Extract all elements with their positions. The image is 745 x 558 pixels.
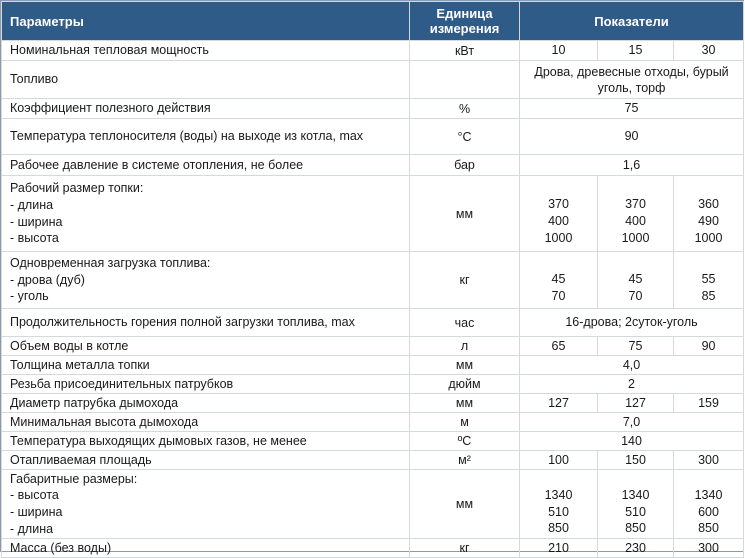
value-flue-dia-2: 127 [598,394,674,413]
unit-thread: дюйм [410,375,520,394]
row-pressure [2,155,744,176]
value-dims-3 [674,470,744,539]
unit-flue-dia: мм [410,394,520,413]
value-firebox-3 [674,176,744,252]
dims-1-height: 1340 [544,487,573,502]
unit-load: кг [410,252,520,309]
firebox-2-height: 1000 [621,230,650,245]
value-efficiency: 75 [520,99,744,119]
row-fuel [2,61,744,99]
value-power-2: 15 [598,41,674,61]
row-water [2,337,744,356]
row-firebox [2,176,744,252]
param-chimney: Минимальная высота дымохода [2,413,410,432]
firebox-height-label: - высота [10,231,59,246]
header-unit [410,2,520,41]
unit-chimney: м [410,413,520,432]
row-flue-dia [2,394,744,413]
value-load-2 [598,252,674,309]
load-3-wood: 55 [701,272,716,287]
param-dims [2,470,410,539]
header-unit-line1: Единица [436,6,493,21]
row-efficiency [2,99,744,119]
value-flue-dia-3: 159 [674,394,744,413]
dims-2-height: 1340 [621,487,650,502]
unit-area: м² [410,451,520,470]
row-area [2,451,744,470]
param-fuel: Топливо [2,61,410,99]
dims-2-length: 850 [625,521,646,536]
unit-firebox: мм [410,176,520,252]
load-1-coal: 70 [551,289,566,303]
param-water: Объем воды в котле [2,337,410,356]
load-2-wood: 45 [628,272,643,287]
value-metal: 4,0 [520,356,744,375]
value-temp: 90 [520,119,744,155]
value-fuel-line1: Дрова, древесные отходы, бурый [534,64,729,79]
dims-3-height: 1340 [694,487,723,502]
firebox-3-length: 360 [698,197,719,212]
row-metal [2,356,744,375]
unit-burn: час [410,309,520,337]
firebox-1-width: 400 [548,214,569,229]
row-mass [2,539,744,558]
param-flue-dia: Диаметр патрубка дымохода [2,394,410,413]
dims-1-width: 510 [548,504,569,519]
value-mass-1: 210 [520,539,598,558]
value-pressure: 1,6 [520,155,744,176]
row-temp [2,119,744,155]
row-chimney [2,413,744,432]
value-burn: 16-дрова; 2суток-уголь [520,309,744,337]
row-thread [2,375,744,394]
firebox-2-width: 400 [625,214,646,229]
unit-water: л [410,337,520,356]
param-gas-temp: Температура выходящих дымовых газов, не менее [2,432,410,451]
value-gas-temp: 140 [520,432,744,451]
load-2-coal: 70 [628,289,643,303]
value-water-3: 90 [674,337,744,356]
row-burn [2,309,744,337]
row-power [2,41,744,61]
value-chimney: 7,0 [520,413,744,432]
specs-table [1,1,744,558]
header-values: Показатели [520,2,744,41]
firebox-length-label: - длина [10,197,54,212]
firebox-title: Рабочий размер топки: [10,181,144,196]
dims-title: Габаритные размеры: [10,471,138,486]
dims-3-length: 850 [698,521,719,536]
param-power: Номинальная тепловая мощность [2,41,410,61]
param-area: Отапливаемая площадь [2,451,410,470]
value-area-2: 150 [598,451,674,470]
dims-length-label: - длина [10,521,54,536]
load-3-coal: 85 [701,289,716,303]
value-dims-2 [598,470,674,539]
dims-height-label: - высота [10,488,59,503]
value-fuel-line2: уголь, торф [597,80,666,95]
header-param: Параметры [2,2,410,41]
param-thread: Резьба присоединительных патрубков [2,375,410,394]
unit-efficiency: % [410,99,520,119]
unit-pressure: бар [410,155,520,176]
load-1-wood: 45 [551,272,566,287]
param-temp: Температура теплоносителя (воды) на выходе из котла, max [2,119,410,155]
unit-metal: мм [410,356,520,375]
param-efficiency: Коэффициент полезного действия [2,99,410,119]
firebox-2-length: 370 [625,197,646,212]
firebox-1-height: 1000 [544,230,573,245]
header-row [2,2,744,41]
load-wood-label: - дрова (дуб) [10,272,85,287]
value-area-1: 100 [520,451,598,470]
value-mass-3: 300 [674,539,744,558]
value-power-3: 30 [674,41,744,61]
row-dims [2,470,744,539]
value-fuel [520,61,744,99]
firebox-3-width: 490 [698,214,719,229]
dims-1-length: 850 [548,521,569,536]
unit-temp: °С [410,119,520,155]
value-area-3: 300 [674,451,744,470]
param-firebox [2,176,410,252]
firebox-width-label: - ширина [10,214,63,229]
unit-mass: кг [410,539,520,558]
param-burn: Продолжительность горения полной загрузки топлива, max [2,309,410,337]
load-coal-label: - уголь [10,289,49,304]
unit-power: кВт [410,41,520,61]
row-gas-temp [2,432,744,451]
firebox-1-length: 370 [548,197,569,212]
value-power-1: 10 [520,41,598,61]
load-title: Одновременная загрузка топлива: [10,255,211,270]
value-firebox-1 [520,176,598,252]
firebox-3-height: 1000 [694,230,723,245]
value-load-3 [674,252,744,309]
value-flue-dia-1: 127 [520,394,598,413]
unit-dims: мм [410,470,520,539]
value-thread: 2 [520,375,744,394]
param-load [2,252,410,309]
header-unit-line2: измерения [429,21,500,36]
value-mass-2: 230 [598,539,674,558]
value-load-1 [520,252,598,309]
unit-fuel [410,61,520,99]
dims-3-width: 600 [698,504,719,519]
param-pressure: Рабочее давление в системе отопления, не более [2,155,410,176]
param-metal: Толщина металла топки [2,356,410,375]
value-water-1: 65 [520,337,598,356]
value-firebox-2 [598,176,674,252]
value-dims-1 [520,470,598,539]
dims-width-label: - ширина [10,505,63,519]
row-load [2,252,744,309]
unit-gas-temp: ºС [410,432,520,451]
dims-2-width: 510 [625,504,646,519]
param-mass: Масса (без воды) [2,539,410,558]
value-water-2: 75 [598,337,674,356]
